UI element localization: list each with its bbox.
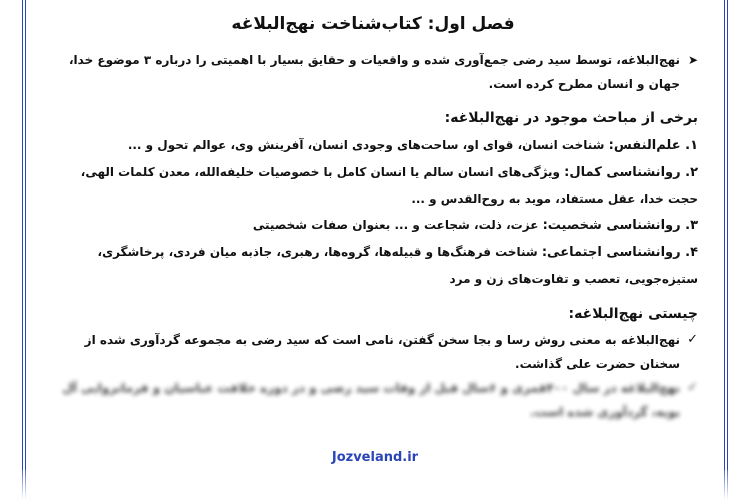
- intro-text: نهج‌البلاغه، توسط سید رضی جمع‌آوری شده و واقعیات و حقایق بسیار با اهمیتی را درباره ۳ موضوع خدا، جهان و انسان مطرح کرده است.: [68, 53, 680, 91]
- topics-heading: برخی از مباحث موجود در نهج‌البلاغه:: [444, 110, 698, 126]
- site-watermark[interactable]: Jozveland.ir: [331, 450, 419, 465]
- topic-lead: ۴. روانشناسی اجتماعی:: [541, 245, 698, 260]
- topic-body: شناخت فرهنگ‌ها و قبیله‌ها، گروه‌ها، رهبری، جاذبه میان فردی، پرخاشگری، ستیزه‌جویی، تعصب و تفاوت‌های زن و مرد: [97, 245, 698, 286]
- check-bullet-icon: ✓: [687, 332, 698, 347]
- topic-item-3: [48, 212, 698, 239]
- topic-item-4: [48, 239, 698, 292]
- topic-body: عزت، ذلت، شجاعت و ... بعنوان صفات شخصیتی: [252, 218, 543, 232]
- topic-item-1: [48, 132, 698, 159]
- topic-item-2: [48, 159, 698, 212]
- what-item-1: [48, 328, 698, 376]
- bottom-fade: [0, 470, 750, 500]
- topic-body: ویژگی‌های انسان سالم یا انسان کامل با خصوصیات خلیفه‌الله، معدن کلمات الهی، حجت خدا، عقل مستفاد، موید به روح‌القدس و ...: [80, 165, 698, 206]
- topic-lead: ۲. روانشناسی کمال:: [564, 165, 698, 180]
- topic-lead: ۳. روانشناسی شخصیت:: [542, 218, 698, 233]
- topic-lead: ۱. علم‌النفس:: [608, 138, 698, 153]
- check-bullet-icon: ✓: [687, 380, 698, 395]
- chapter-title: فصل اول: کتاب‌شناخت نهج‌البلاغه: [231, 14, 515, 34]
- intro-paragraph: [48, 48, 698, 96]
- what-heading: چیستی نهج‌البلاغه:: [568, 306, 698, 322]
- what-text: نهج‌البلاغه به معنی روش رسا و بجا سخن گفتن، نامی است که سید رضی به مجموعه گردآوری شده از سخنان حضرت علی گذاشت.: [84, 333, 680, 371]
- document-content: [48, 14, 698, 424]
- what-text: نهج‌البلاغه در سال ۴۰۰قمری و ۶سال قبل از وفات سید رضی و در دوره خلافت عباسیان و فرمانروایی آل بویه، گردآوری شده است.: [62, 381, 680, 419]
- what-item-2: [48, 376, 698, 424]
- topic-body: شناخت انسان، قوای او، ساحت‌های وجودی انسان، آفرینش وی، عوالم تحول و ...: [127, 138, 609, 152]
- arrow-bullet-icon: ➤: [687, 53, 698, 67]
